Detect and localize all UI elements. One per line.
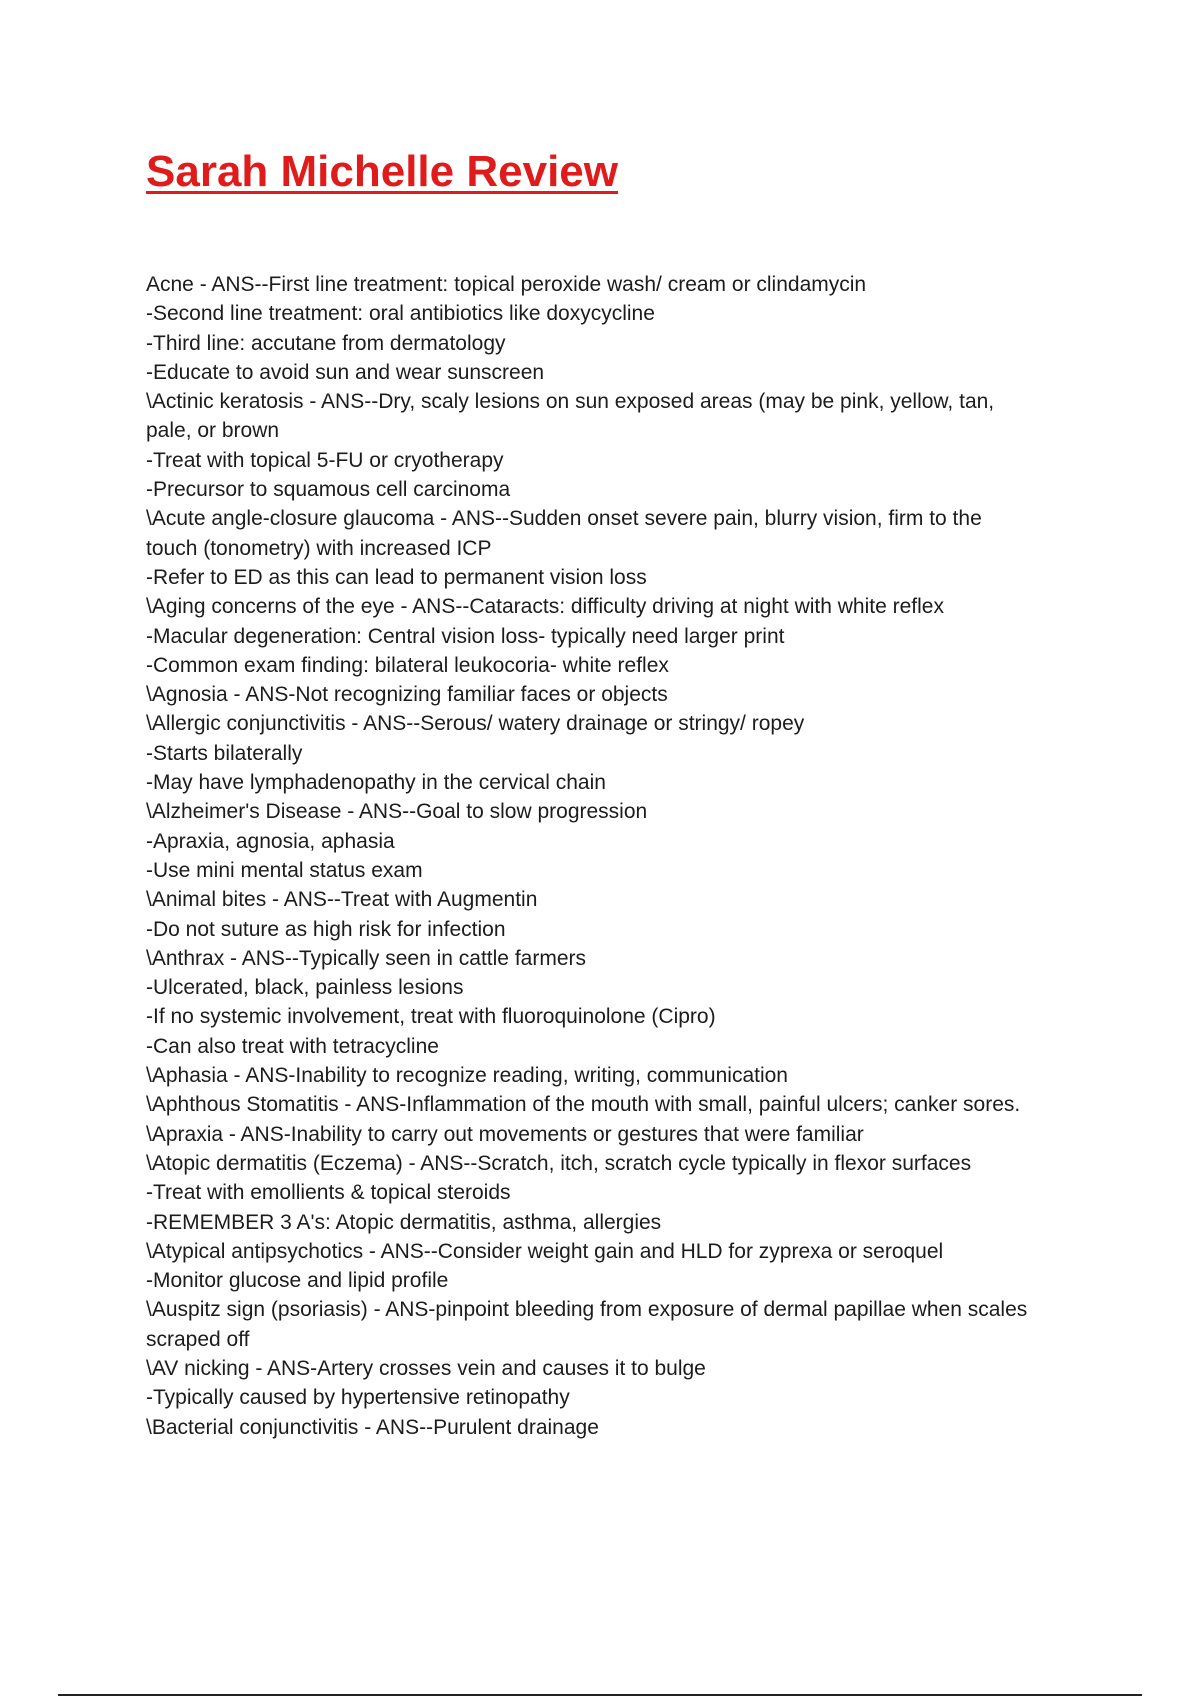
text-line: \Aphasia - ANS-Inability to recognize reading, writing, communication: [146, 1064, 788, 1088]
text-line: -Third line: accutane from dermatology: [146, 331, 506, 355]
text-line: -REMEMBER 3 A's: Atopic dermatitis, asthma, allergies: [146, 1210, 662, 1234]
text-line: -May have lymphadenopathy in the cervical chain: [146, 771, 606, 795]
text-line: scraped off: [146, 1327, 250, 1351]
text-line: -Apraxia, agnosia, aphasia: [146, 829, 395, 853]
text-line: -Second line treatment: oral antibiotics like doxycycline: [146, 302, 655, 326]
text-line: Acne - ANS--First line treatment: topical peroxide wash/ cream or clindamycin: [146, 273, 867, 296]
text-line: -Refer to ED as this can lead to permanent vision loss: [146, 565, 647, 589]
text-line: -Macular degeneration: Central vision loss- typically need larger print: [146, 624, 785, 648]
text-line: -Educate to avoid sun and wear sunscreen: [146, 360, 545, 384]
text-line: \Animal bites - ANS--Treat with Augmentin: [146, 888, 538, 912]
text-line: \Agnosia - ANS-Not recognizing familiar faces or objects: [146, 683, 668, 707]
text-line: -Common exam finding: bilateral leukocoria- white reflex: [146, 653, 669, 677]
text-line: -Treat with emollients & topical steroids: [146, 1181, 511, 1205]
text-line: \Atypical antipsychotics - ANS--Consider weight gain and HLD for zyprexa or seroquel: [146, 1239, 944, 1263]
text-line: -Ulcerated, black, painless lesions: [146, 976, 464, 1000]
text-line: \Aphthous Stomatitis - ANS-Inflammation of the mouth with small, painful ulcers; canker sores.: [146, 1093, 1021, 1117]
text-line: \Allergic conjunctivitis - ANS--Serous/ watery drainage or stringy/ ropey: [146, 712, 805, 736]
document-title: Sarah Michelle Review: [146, 147, 618, 196]
text-line: \Apraxia - ANS-Inability to carry out movements or gestures that were familiar: [146, 1122, 864, 1146]
text-line: \Acute angle-closure glaucoma - ANS--Sudden onset severe pain, blurry vision, firm to the: [146, 507, 982, 531]
text-line: \Actinic keratosis - ANS--Dry, scaly lesions on sun exposed areas (may be pink, yellow, tan,: [146, 390, 995, 414]
page-divider: [58, 1694, 1142, 1696]
text-line: \Anthrax - ANS--Typically seen in cattle farmers: [146, 946, 586, 970]
text-line: -Typically caused by hypertensive retinopathy: [146, 1386, 570, 1410]
text-line: \Auspitz sign (psoriasis) - ANS-pinpoint bleeding from exposure of dermal papillae when scales: [146, 1298, 1028, 1322]
text-line: \Alzheimer's Disease - ANS--Goal to slow progression: [146, 800, 648, 824]
text-line: -Monitor glucose and lipid profile: [146, 1269, 449, 1293]
text-line: \Aging concerns of the eye - ANS--Cataracts: difficulty driving at night with white reflex: [146, 595, 944, 619]
text-line: -Use mini mental status exam: [146, 858, 423, 882]
text-line: \AV nicking - ANS-Artery crosses vein and causes it to bulge: [146, 1356, 706, 1380]
text-line: -Treat with topical 5-FU or cryotherapy: [146, 448, 504, 472]
text-line: -Do not suture as high risk for infection: [146, 917, 506, 941]
text-line: \Atopic dermatitis (Eczema) - ANS--Scratch, itch, scratch cycle typically in flexor surfaces: [146, 1151, 972, 1175]
text-line: -Can also treat with tetracycline: [146, 1034, 439, 1058]
text-line: -Precursor to squamous cell carcinoma: [146, 478, 511, 502]
text-line: -If no systemic involvement, treat with fluoroquinolone (Cipro): [146, 1005, 716, 1029]
text-line: pale, or brown: [146, 419, 280, 443]
text-line: -Starts bilaterally: [146, 741, 303, 765]
text-line: \Bacterial conjunctivitis - ANS--Purulent drainage: [146, 1415, 599, 1439]
review-text-lines: [146, 270, 1086, 1442]
text-line: touch (tonometry) with increased ICP: [146, 536, 492, 560]
